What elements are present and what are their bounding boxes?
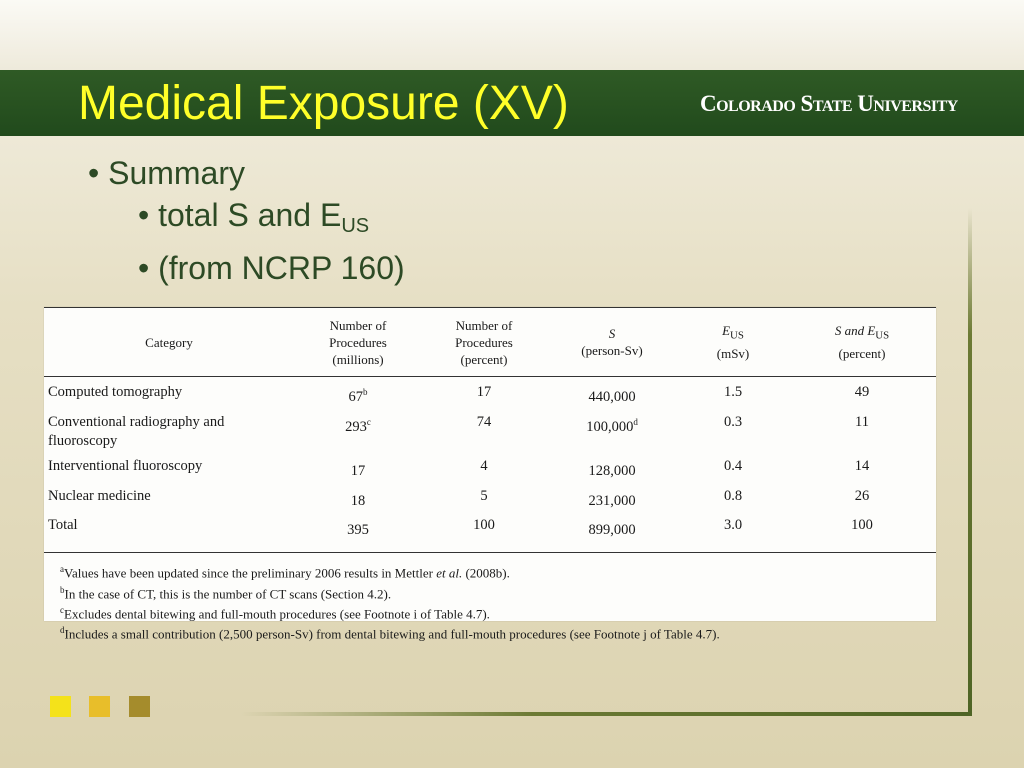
slide-title: Medical Exposure (XV): [78, 77, 569, 130]
cell-millions: 17: [350, 462, 366, 479]
bullet-source: [138, 247, 405, 289]
frame-line-right: [968, 208, 972, 716]
cell-e-us: 1.5: [723, 384, 743, 400]
table-footnotes: [44, 553, 936, 642]
cell-s: 899,000: [546, 510, 678, 552]
cell-e-us: 0.3: [723, 413, 743, 430]
footnote-c: $^c$Excludes dental bitewing and full-mouth procedures (see Footnote i of Table 4.7).: [60, 604, 490, 622]
cell-millions: 18: [350, 492, 366, 509]
cell-share: 26: [854, 487, 870, 504]
table-header-row: [44, 308, 936, 377]
cell-s: 231,000: [588, 492, 636, 509]
logo-text-2: State: [800, 91, 853, 116]
cell-percent: 5: [480, 487, 488, 504]
table-row: [44, 407, 936, 451]
square-icon-yellow: [50, 696, 71, 717]
footnote-a: $^a$Values have been updated since the preliminary 2006 results in Mettler et al. (2008b).: [60, 564, 510, 581]
header-procedures-millions: Number of Procedures (millions): [294, 308, 422, 377]
footnote-b: $^b$In the case of CT, this is the number of CT scans (Section 4.2).: [60, 584, 392, 601]
bullet-list: [88, 152, 405, 289]
cell-s: 440,000: [588, 388, 636, 405]
cell-e-us: 0.4: [723, 457, 743, 474]
cell-s: 128,000: [588, 462, 636, 479]
frame-line-bottom: [240, 712, 972, 716]
table-row-total: [44, 510, 936, 552]
square-icon-olive: [129, 696, 150, 717]
cell-e-us: 0.8: [723, 487, 743, 504]
bullet-total-text: total S and E: [158, 197, 342, 233]
cell-share: 100: [788, 510, 936, 552]
header-s: S (person-Sv): [546, 308, 678, 377]
bullet-glyph: •: [138, 250, 159, 286]
cell-category: Total: [44, 510, 294, 552]
cell-category: Conventional radiography and fluoroscopy: [48, 413, 225, 449]
table-row: [44, 481, 936, 511]
header-e-us: $E_{US}$ (mSv): [678, 308, 788, 377]
exposure-table: [44, 307, 936, 553]
cell-share: 14: [854, 457, 870, 474]
bullet-source-text: (from NCRP 160): [158, 250, 405, 286]
university-logo: [700, 86, 980, 122]
cell-e-us: 3.0: [678, 510, 788, 552]
header-s-and-e-us: S and $E_{US}$ (percent): [788, 308, 936, 377]
top-band: [0, 0, 1024, 70]
cell-share: 49: [854, 384, 870, 400]
cell-millions: 395: [294, 510, 422, 552]
bullet-summary: [88, 152, 405, 194]
cell-category: Nuclear medicine: [48, 487, 151, 504]
cell-percent: 17: [476, 384, 492, 400]
cell-millions: 293$^c$: [345, 416, 371, 435]
table-row: [44, 377, 936, 407]
cell-category: Interventional fluoroscopy: [48, 457, 203, 474]
cell-share: 11: [855, 413, 869, 430]
header-category: Category: [44, 308, 294, 377]
bullet-summary-text: Summary: [108, 155, 245, 191]
cell-s: 100,000$^d$: [586, 416, 638, 435]
cell-percent: 4: [480, 457, 488, 474]
header-procedures-percent: Number of Procedures (percent): [422, 308, 546, 377]
bullet-glyph: •: [138, 197, 159, 233]
cell-category: Computed tomography: [48, 384, 183, 400]
bullet-total: [138, 194, 405, 247]
table-row: [44, 451, 936, 481]
logo-text-1: Colorado: [700, 91, 801, 116]
square-icon-gold: [89, 696, 110, 717]
cell-percent: 74: [476, 413, 492, 430]
cell-millions: 67$^b$: [348, 387, 368, 405]
bullet-glyph: •: [88, 155, 109, 191]
ncrp-table: [44, 307, 936, 642]
cell-percent: 100: [422, 510, 546, 552]
footnote-d: $^d$Includes a small contribution (2,500 person-Sv) from dental bitewing and full-mouth procedures (see Footnote j of Table 4.7).: [60, 625, 720, 642]
bullet-total-subscript: US: [341, 215, 370, 237]
logo-text-3: University: [852, 91, 958, 116]
